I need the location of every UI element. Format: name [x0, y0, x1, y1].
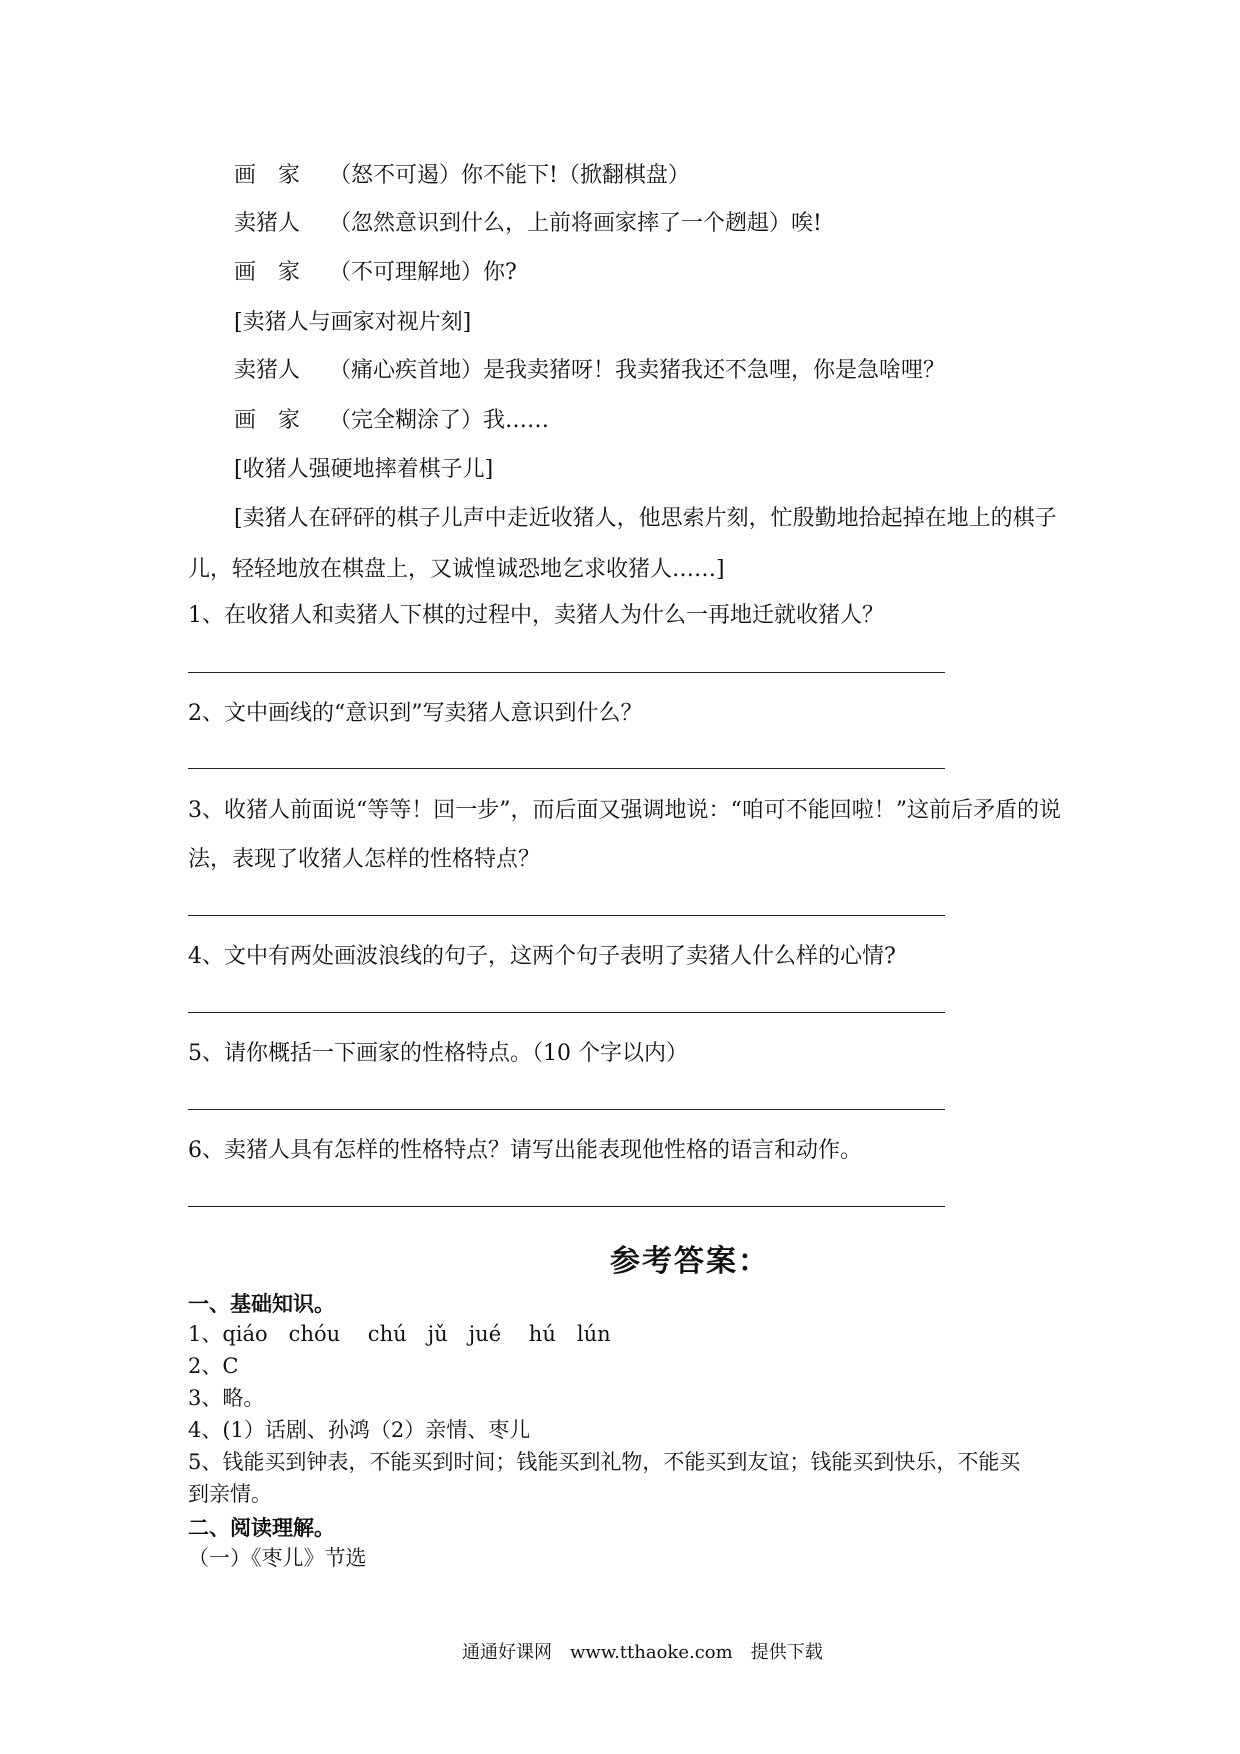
answer-line [188, 768, 945, 769]
dialogue-line [234, 407, 549, 435]
answer-5-line1: 5、钱能买到钟表，不能买到时间；钱能买到礼物，不能买到友谊；钱能买到快乐，不能买 [188, 1450, 1021, 1474]
dialogue-line [234, 259, 517, 287]
question-3-line2: 法，表现了收猪人怎样的性格特点？ [188, 847, 541, 872]
speaker: 画 家 [234, 163, 301, 188]
section-heading-reading: 二、阅读理解。 [188, 1515, 335, 1540]
dialogue-text: （完全糊涂了）我…… [329, 408, 550, 433]
answer-line [188, 1109, 945, 1110]
speaker: 画 家 [234, 260, 301, 285]
section-heading-basic: 一、基础知识。 [188, 1291, 335, 1316]
stage-direction-long-line2: 儿，轻轻地放在棋盘上，又诚惶诚恐地乞求收猪人……] [188, 557, 725, 582]
answer-line [188, 915, 945, 916]
question-5: 5、请你概括一下画家的性格特点。（10 个字以内） [188, 1041, 688, 1066]
answer-3: 3、略。 [188, 1386, 265, 1410]
answer-line [188, 1012, 945, 1013]
dialogue-text: （怒不可遏）你不能下!（掀翻棋盘） [329, 163, 690, 188]
answer-5-line2: 到亲情。 [188, 1482, 272, 1506]
dialogue-line [234, 210, 822, 238]
answers-heading: 参考答案： [610, 1244, 770, 1279]
question-4: 4、文中有两处画波浪线的句子，这两个句子表明了卖猪人什么样的心情? [188, 944, 896, 969]
answer-1: 1、qiáo chóu chú jǔ jué hú lún [188, 1322, 611, 1346]
question-2: 2、文中画线的“意识到”写卖猪人意识到什么？ [188, 701, 643, 726]
answer-2: 2、C [188, 1354, 239, 1378]
speaker: 卖猪人 [234, 358, 301, 383]
dialogue-text: （不可理解地）你? [329, 260, 517, 285]
answer-line [188, 1206, 945, 1207]
speaker: 画 家 [234, 408, 301, 433]
stage-direction-long-line1: [卖猪人在砰砰的棋子儿声中走近收猪人，他思索片刻，忙殷勤地拾起掉在地上的棋子 [234, 506, 1057, 531]
dialogue-line [234, 162, 690, 190]
question-3-line1: 3、收猪人前面说“等等！回一步”，而后面又强调地说：“咱可不能回啦！”这前后矛盾的说 [188, 798, 1061, 823]
speaker: 卖猪人 [234, 211, 301, 236]
dialogue-text: （痛心疾首地）是我卖猪呀！我卖猪我还不急哩，你是急啥哩？ [329, 358, 946, 383]
subsection-heading: （一）《枣儿》节选 [188, 1546, 367, 1570]
stage-direction: [收猪人强硬地摔着棋子儿] [234, 457, 494, 482]
stage-direction: [卖猪人与画家对视片刻] [234, 310, 472, 335]
dialogue-line [234, 357, 945, 385]
question-6: 6、卖猪人具有怎样的性格特点？请写出能表现他性格的语言和动作。 [188, 1138, 862, 1163]
answer-4: 4、(1）话剧、孙鸿（2）亲情、枣儿 [188, 1418, 531, 1442]
question-1: 1、在收猪人和卖猪人下棋的过程中，卖猪人为什么一再地迁就收猪人？ [188, 603, 884, 628]
dialogue-text: （忽然意识到什么，上前将画家摔了一个趔趄）唉! [329, 211, 822, 236]
answer-line [188, 672, 945, 673]
footer-text: 通通好课网 www.tthaoke.com 提供下载 [462, 1642, 823, 1663]
